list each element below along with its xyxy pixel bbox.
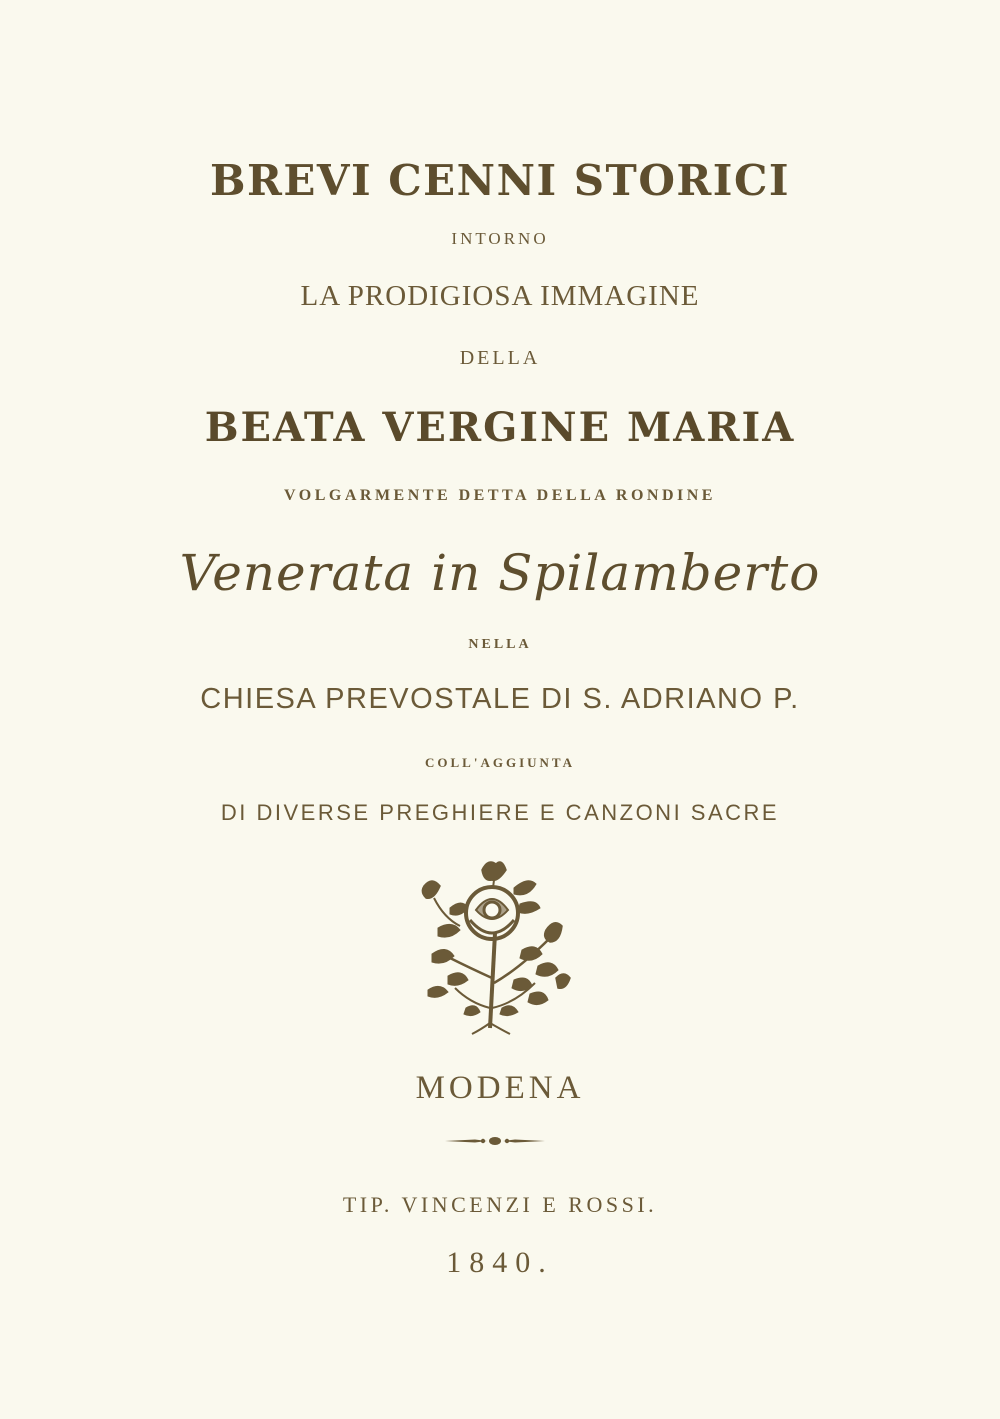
line-intorno: INTORNO <box>451 229 549 248</box>
rose-vignette-icon <box>410 858 580 1038</box>
publication-year: 1840. <box>446 1246 554 1279</box>
line-della: DELLA <box>459 347 541 369</box>
book-title: BREVI CENNI STORICI <box>209 156 791 205</box>
line-volgarmente: VOLGARMENTE DETTA DELLA RONDINE <box>284 487 716 504</box>
ornamental-rule-icon <box>445 1134 545 1148</box>
line-beata-vergine-maria: BEATA VERGINE MARIA <box>204 404 796 451</box>
line-nella: NELLA <box>468 637 532 652</box>
line-venerata: Venerata in Spilamberto <box>179 544 821 602</box>
city-modena: MODENA <box>415 1070 585 1106</box>
line-chiesa: CHIESA PREVOSTALE DI S. ADRIANO P. <box>200 683 800 715</box>
line-aggiunta: COLL'AGGIUNTA <box>425 755 575 770</box>
printer-line: TIP. VINCENZI E ROSSI. <box>342 1192 658 1217</box>
line-diverse: DI DIVERSE PREGHIERE E CANZONI SACRE <box>220 800 780 825</box>
line-prodigiosa: LA PRODIGIOSA IMMAGINE <box>300 280 700 312</box>
